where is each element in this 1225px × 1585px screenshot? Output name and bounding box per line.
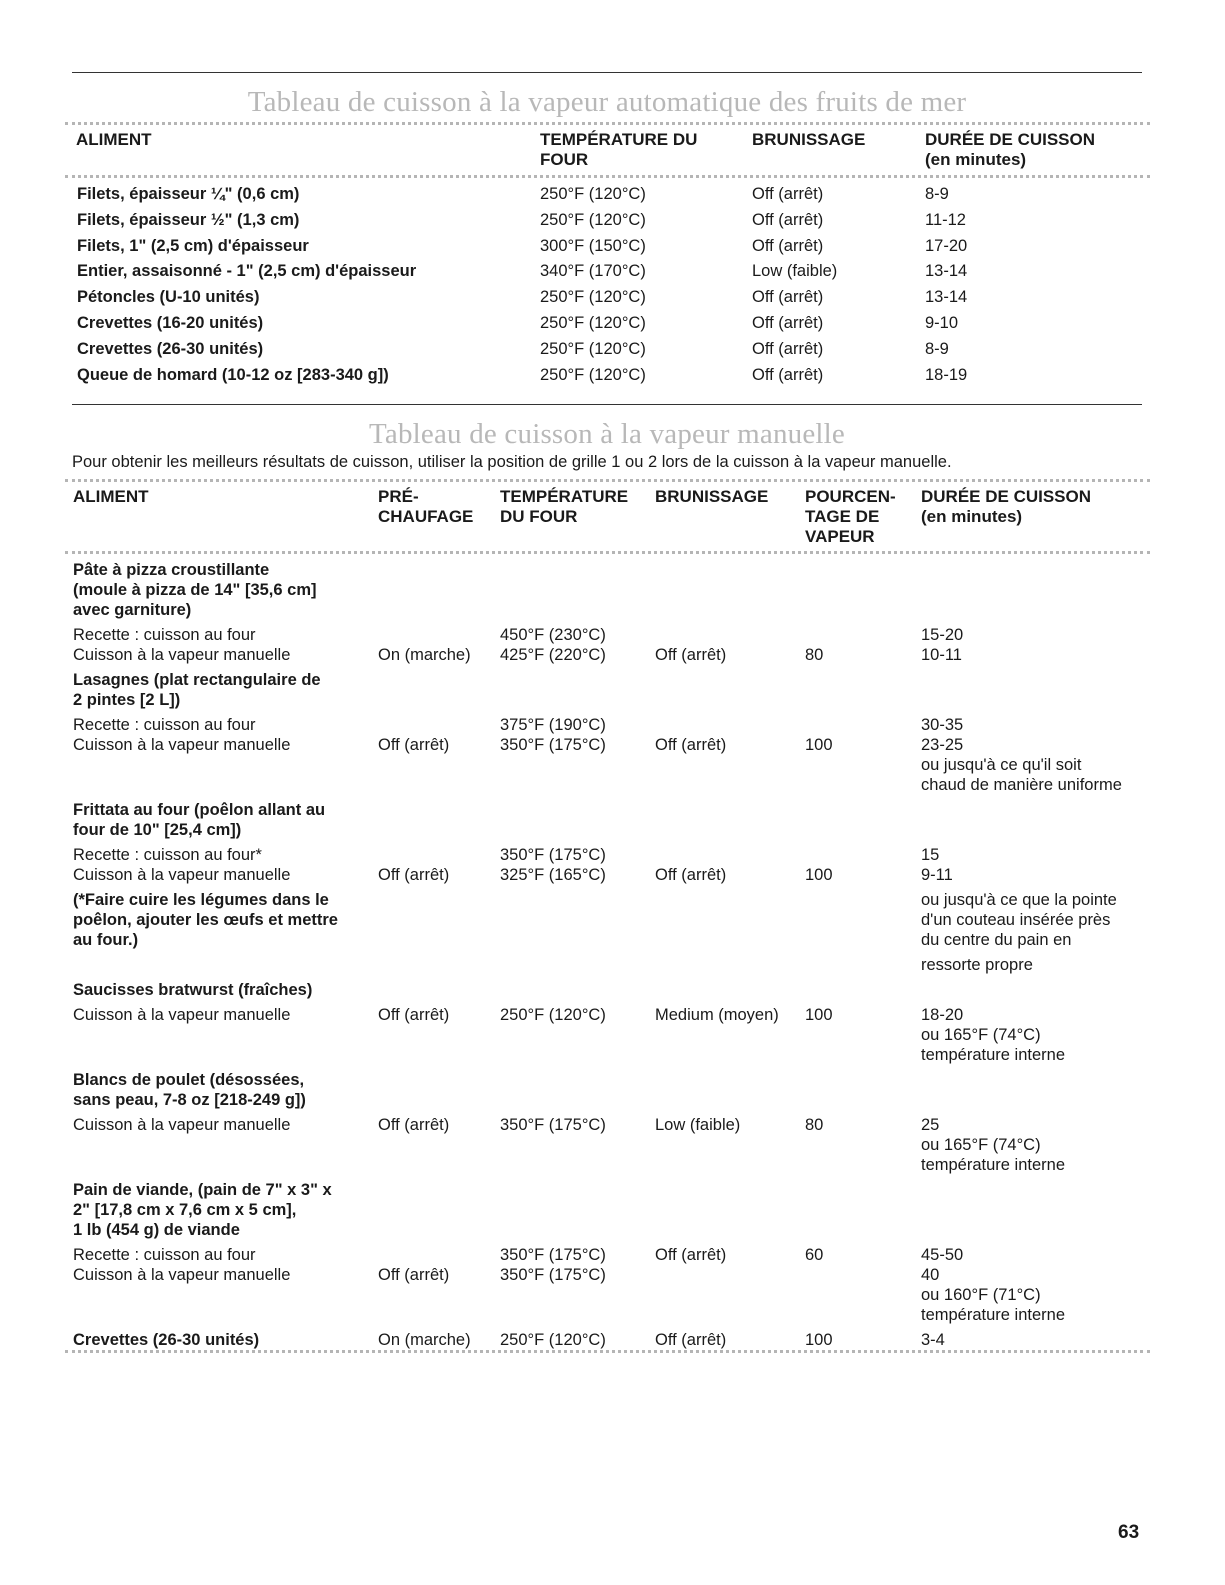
duration-cell: d'un couteau insérée près — [921, 911, 1111, 929]
duration-cell: 40 — [921, 1266, 940, 1284]
preheat-cell: Off (arrêt) — [378, 736, 450, 754]
food-cell: poêlon, ajouter les œufs et mettre — [73, 911, 338, 929]
food-cell: (moule à pizza de 14" [35,6 cm] — [73, 581, 317, 599]
duration-cell: 13-14 — [925, 262, 968, 281]
temperature-cell: 300°F (150°C) — [540, 236, 646, 255]
temperature-cell: 350°F (175°C) — [500, 1246, 606, 1264]
browning-cell: Medium (moyen) — [655, 1006, 779, 1024]
header-prechauffage-line2: CHAUFAGE — [378, 507, 474, 526]
food-cell: Crevettes (26-30 unités) — [77, 339, 264, 358]
food-cell: Crevettes (16-20 unités) — [77, 314, 264, 332]
food-cell: Pain de viande, (pain de 7" x 3" x — [73, 1181, 332, 1199]
duration-cell: température interne — [921, 1306, 1065, 1324]
food-cell: four de 10" [25,4 cm]) — [73, 821, 242, 839]
header-temperature-line2: FOUR — [540, 150, 589, 169]
seafood-header-rule-bottom — [65, 175, 1150, 178]
browning-cell: Low (faible) — [752, 262, 838, 281]
manual-header-rule-bottom — [65, 551, 1150, 554]
duration-cell: 15-20 — [921, 626, 964, 644]
food-cell: Cuisson à la vapeur manuelle — [73, 1266, 291, 1284]
food-cell: Cuisson à la vapeur manuelle — [73, 1116, 291, 1134]
food-cell: avec garniture) — [73, 601, 192, 619]
food-cell: 2 pintes [2 L]) — [73, 691, 181, 709]
browning-cell: Off (arrêt) — [752, 339, 824, 358]
temperature-cell: 250°F (120°C) — [540, 288, 646, 307]
food-cell: Pâte à pizza croustillante — [73, 561, 270, 579]
duration-cell: ou jusqu'à ce que la pointe — [921, 891, 1117, 909]
preheat-cell: Off (arrêt) — [378, 1116, 450, 1134]
header-pourcentage-line2: TAGE DE — [805, 507, 880, 526]
duration-cell: ou 160°F (71°C) — [921, 1286, 1041, 1304]
steam-percent-cell: 80 — [805, 1116, 824, 1134]
steam-percent-cell: 100 — [805, 1006, 833, 1024]
food-cell: Recette : cuisson au four — [73, 1246, 256, 1264]
browning-cell: Off (arrêt) — [752, 185, 824, 203]
header-pourcentage-line1: POURCEN- — [805, 487, 896, 506]
header-duree-line2: (en minutes) — [921, 507, 1023, 526]
duration-cell: 13-14 — [925, 288, 968, 307]
temperature-cell: 450°F (230°C) — [500, 626, 606, 644]
manual-table-rule-bottom — [65, 1350, 1150, 1353]
header-prechauffage-line1: PRÉ- — [378, 487, 419, 506]
food-cell: Filets, épaisseur ¼" (0,6 cm) — [77, 185, 300, 203]
steam-percent-cell: 60 — [805, 1246, 824, 1264]
duration-cell: ou 165°F (74°C) — [921, 1136, 1041, 1154]
temperature-cell: 250°F (120°C) — [540, 210, 646, 229]
manual-table-title: Tableau de cuisson à la vapeur manuelle — [368, 418, 846, 450]
header-aliment: ALIMENT — [73, 487, 149, 506]
duration-cell: ressorte propre — [921, 956, 1033, 974]
browning-cell: Off (arrêt) — [655, 646, 727, 664]
duration-cell: 8-9 — [925, 185, 949, 203]
preheat-cell: Off (arrêt) — [378, 1266, 450, 1284]
header-aliment: ALIMENT — [76, 130, 152, 149]
duration-cell: 8-9 — [925, 339, 949, 358]
temperature-cell: 350°F (175°C) — [500, 1266, 606, 1284]
header-brunissage: BRUNISSAGE — [752, 130, 866, 149]
browning-cell: Off (arrêt) — [655, 1246, 727, 1264]
duration-cell: 10-11 — [921, 646, 962, 664]
temperature-cell: 350°F (175°C) — [500, 736, 606, 754]
temperature-cell: 350°F (175°C) — [500, 1116, 606, 1134]
preheat-cell: Off (arrêt) — [378, 1006, 450, 1024]
seafood-table-title: Tableau de cuisson à la vapeur automatique des fruits de mer — [247, 86, 967, 118]
food-cell: (*Faire cuire les légumes dans le — [73, 891, 329, 909]
duration-cell: 25 — [921, 1116, 940, 1134]
browning-cell: Off (arrêt) — [655, 736, 727, 754]
middle-rule — [72, 404, 1142, 405]
duration-cell: 18-19 — [925, 365, 968, 384]
duration-cell: ou 165°F (74°C) — [921, 1026, 1041, 1044]
duration-cell: 15 — [921, 846, 940, 864]
food-cell: Recette : cuisson au four* — [73, 846, 262, 864]
food-cell: Crevettes (26-30 unités) — [73, 1331, 260, 1349]
header-duree-line1: DURÉE DE CUISSON — [925, 130, 1096, 149]
food-cell: Frittata au four (poêlon allant au — [73, 801, 326, 819]
duration-cell: 23-25 — [921, 736, 964, 754]
food-cell: 2" [17,8 cm x 7,6 cm x 5 cm], — [73, 1201, 297, 1219]
food-cell: Pétoncles (U-10 unités) — [77, 288, 260, 307]
food-cell: Blancs de poulet (désossées, — [73, 1071, 305, 1089]
temperature-cell: 250°F (120°C) — [500, 1331, 606, 1349]
browning-cell: Off (arrêt) — [752, 210, 824, 229]
browning-cell: Off (arrêt) — [752, 288, 824, 307]
duration-cell: 3-4 — [921, 1331, 945, 1349]
header-duree-line1: DURÉE DE CUISSON — [921, 487, 1092, 506]
duration-cell: 45-50 — [921, 1246, 964, 1264]
food-cell: Recette : cuisson au four — [73, 716, 256, 734]
manual-header-rule-top — [65, 479, 1150, 482]
preheat-cell: Off (arrêt) — [378, 866, 450, 884]
food-cell: 1 lb (454 g) de viande — [73, 1221, 240, 1239]
steam-percent-cell: 100 — [805, 866, 833, 884]
temperature-cell: 250°F (120°C) — [540, 314, 646, 332]
browning-cell: Off (arrêt) — [752, 314, 824, 332]
food-cell: sans peau, 7-8 oz [218-249 g]) — [73, 1091, 306, 1109]
duration-cell: 30-35 — [921, 716, 964, 734]
temperature-cell: 250°F (120°C) — [540, 365, 646, 384]
page-number: 63 — [1118, 1522, 1140, 1543]
header-temperature-line1: TEMPÉRATURE — [500, 487, 629, 506]
header-pourcentage-line3: VAPEUR — [805, 527, 875, 546]
duration-cell: 11-12 — [925, 210, 966, 229]
temperature-cell: 250°F (120°C) — [540, 185, 646, 203]
header-temperature-line1: TEMPÉRATURE DU — [540, 130, 698, 149]
header-duree-line2: (en minutes) — [925, 150, 1027, 169]
browning-cell: Off (arrêt) — [655, 866, 727, 884]
duration-cell: 17-20 — [925, 236, 968, 255]
header-brunissage: BRUNISSAGE — [655, 487, 769, 506]
food-cell: Entier, assaisonné - 1" (2,5 cm) d'épaisseur — [77, 262, 417, 281]
food-cell: Lasagnes (plat rectangulaire de — [73, 671, 321, 689]
duration-cell: 9-11 — [921, 866, 953, 884]
temperature-cell: 425°F (220°C) — [500, 646, 606, 664]
duration-cell: chaud de manière uniforme — [921, 776, 1122, 794]
preheat-cell: On (marche) — [378, 646, 471, 664]
food-cell: Cuisson à la vapeur manuelle — [73, 736, 291, 754]
duration-cell: température interne — [921, 1156, 1065, 1174]
browning-cell: Off (arrêt) — [752, 365, 824, 384]
duration-cell: 9-10 — [925, 314, 959, 332]
temperature-cell: 325°F (165°C) — [500, 866, 606, 884]
temperature-cell: 250°F (120°C) — [540, 339, 646, 358]
duration-cell: 18-20 — [921, 1006, 964, 1024]
food-cell: Cuisson à la vapeur manuelle — [73, 866, 291, 884]
food-cell: Filets, 1" (2,5 cm) d'épaisseur — [77, 236, 309, 255]
steam-percent-cell: 100 — [805, 1331, 833, 1349]
food-cell: Filets, épaisseur ½" (1,3 cm) — [77, 210, 300, 229]
browning-cell: Off (arrêt) — [752, 236, 824, 255]
header-temperature-line2: DU FOUR — [500, 507, 578, 526]
temperature-cell: 340°F (170°C) — [540, 262, 646, 281]
temperature-cell: 375°F (190°C) — [500, 716, 606, 734]
food-cell: Cuisson à la vapeur manuelle — [73, 1006, 291, 1024]
preheat-cell: On (marche) — [378, 1331, 471, 1349]
seafood-header-rule-top — [65, 122, 1150, 125]
steam-percent-cell: 100 — [805, 736, 833, 754]
food-cell: Cuisson à la vapeur manuelle — [73, 646, 291, 664]
food-cell: Queue de homard (10-12 oz [283-340 g]) — [77, 365, 389, 384]
temperature-cell: 250°F (120°C) — [500, 1006, 606, 1024]
browning-cell: Low (faible) — [655, 1116, 741, 1134]
food-cell: Saucisses bratwurst (fraîches) — [73, 981, 313, 999]
temperature-cell: 350°F (175°C) — [500, 846, 606, 864]
duration-cell: ou jusqu'à ce qu'il soit — [921, 756, 1082, 774]
browning-cell: Off (arrêt) — [655, 1331, 727, 1349]
top-rule — [72, 72, 1142, 73]
manual-intro-text: Pour obtenir les meilleurs résultats de cuisson, utiliser la position de grille 1 ou 2 lors de la cuisson à la vapeur manuelle. — [72, 453, 952, 471]
food-cell: Recette : cuisson au four — [73, 626, 256, 644]
duration-cell: température interne — [921, 1046, 1065, 1064]
steam-percent-cell: 80 — [805, 646, 824, 664]
duration-cell: du centre du pain en — [921, 931, 1072, 949]
food-cell: au four.) — [73, 931, 139, 949]
